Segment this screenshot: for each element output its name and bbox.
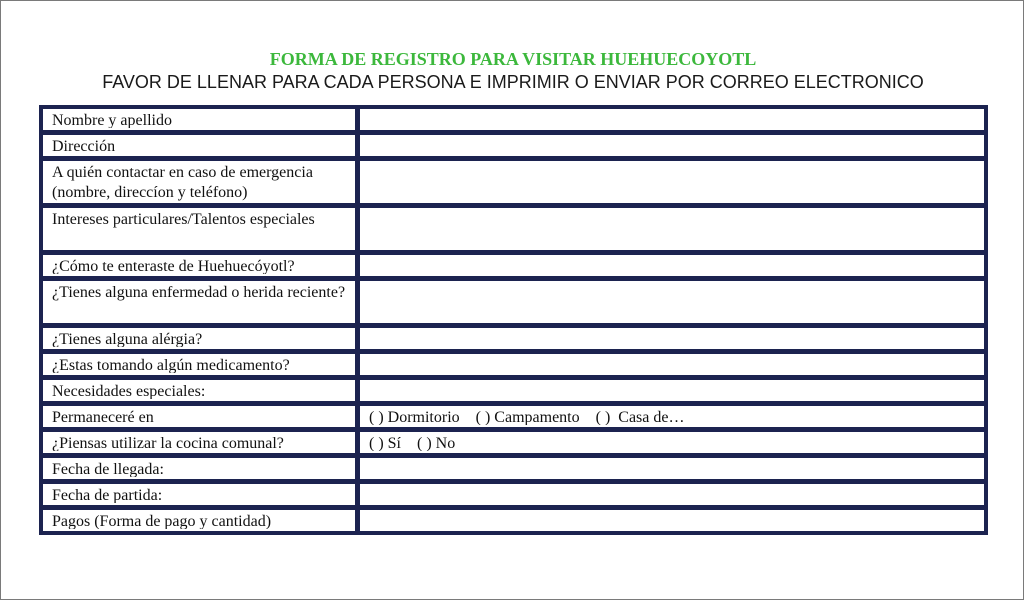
field-departure-date[interactable] — [359, 483, 985, 506]
table-row — [42, 379, 985, 402]
table-row — [42, 509, 985, 532]
field-emergency-contact[interactable] — [359, 160, 985, 204]
table-row — [42, 353, 985, 376]
field-allergy[interactable] — [359, 327, 985, 350]
registration-table — [39, 105, 988, 535]
label-kitchen: ¿Piensas utilizar la cocina comunal? — [42, 431, 356, 454]
label-allergy: ¿Tienes alguna alérgia? — [42, 327, 356, 350]
table-row — [42, 160, 985, 204]
field-illness[interactable] — [359, 280, 985, 324]
label-address: Dirección — [42, 134, 356, 157]
label-special-needs: Necesidades especiales: — [42, 379, 356, 402]
table-row — [42, 280, 985, 324]
field-arrival-date[interactable] — [359, 457, 985, 480]
field-kitchen-options[interactable]: ( ) Sí ( ) No — [359, 431, 985, 454]
field-address[interactable] — [359, 134, 985, 157]
label-payment: Pagos (Forma de pago y cantidad) — [42, 509, 356, 532]
field-name[interactable] — [359, 108, 985, 131]
field-medication[interactable] — [359, 353, 985, 376]
form-title: FORMA DE REGISTRO PARA VISITAR HUEHUECOYOTL — [269, 49, 757, 69]
label-name: Nombre y apellido — [42, 108, 356, 131]
field-payment[interactable] — [359, 509, 985, 532]
label-medication: ¿Estas tomando algún medicamento? — [42, 353, 356, 376]
table-row — [42, 134, 985, 157]
table-row — [42, 254, 985, 277]
table-row — [42, 327, 985, 350]
field-how-found[interactable] — [359, 254, 985, 277]
label-emergency-contact: A quién contactar en caso de emergencia (nombre, direccíon y teléfono) — [42, 160, 356, 204]
label-arrival-date: Fecha de llegada: — [42, 457, 356, 480]
table-row — [42, 431, 985, 454]
field-interests[interactable] — [359, 207, 985, 251]
table-row — [42, 207, 985, 251]
label-interests: Intereses particulares/Talentos especiales — [42, 207, 356, 251]
label-stay: Permaneceré en — [42, 405, 356, 428]
label-illness: ¿Tienes alguna enfermedad o herida reciente? — [42, 280, 356, 324]
field-stay-options[interactable]: ( ) Dormitorio ( ) Campamento ( ) Casa de… — [359, 405, 985, 428]
table-row — [42, 457, 985, 480]
form-subtitle: FAVOR DE LLENAR PARA CADA PERSONA E IMPRIMIR O ENVIAR POR CORREO ELECTRONICO — [102, 72, 924, 92]
label-how-found: ¿Cómo te enteraste de Huehuecóyotl? — [42, 254, 356, 277]
label-departure-date: Fecha de partida: — [42, 483, 356, 506]
field-special-needs[interactable] — [359, 379, 985, 402]
table-row — [42, 108, 985, 131]
table-row — [42, 483, 985, 506]
table-row — [42, 405, 985, 428]
